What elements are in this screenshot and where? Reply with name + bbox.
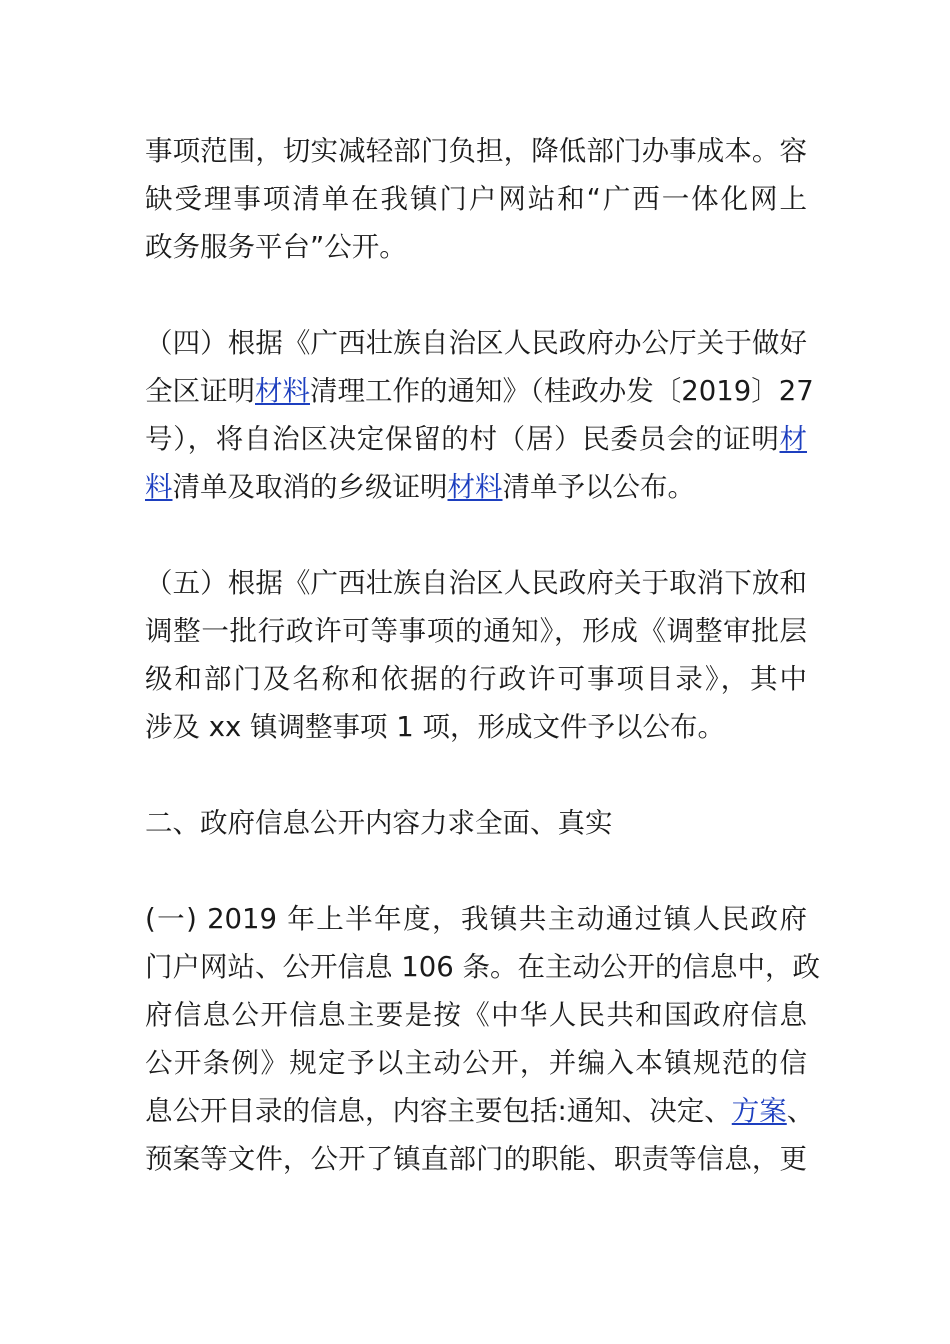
paragraph-gap [145, 271, 807, 319]
paragraph [145, 559, 807, 751]
text-run: 预案等文件，公开了镇直部门的职能、职责等信息，更 [145, 1143, 807, 1175]
text-line [145, 223, 807, 271]
paragraph-gap [145, 751, 807, 799]
text-line [145, 127, 807, 175]
text-line [145, 1039, 807, 1087]
text-run: 事项范围，切实减轻部门负担，降低部门办事成本。容 [145, 135, 807, 167]
text-run: 清单及取消的乡级证明 [172, 471, 448, 503]
text-run: 息公开目录的信息，内容主要包括:通知、决定、 [145, 1095, 732, 1127]
text-line [145, 703, 807, 751]
text-line [145, 607, 807, 655]
text-run: 级和部门及名称和依据的行政许可事项目录》，其中 [145, 663, 807, 695]
text-run: 门户网站、公开信息 106 条。在主动公开的信息中，政 [145, 951, 820, 983]
text-run: 公开条例》规定予以主动公开，并编入本镇规范的信 [145, 1047, 807, 1079]
text-run: 调整一批行政许可等事项的通知》，形成《调整审批层 [145, 615, 807, 647]
keyword-link[interactable]: 材料 [447, 471, 503, 503]
text-run: 府信息公开信息主要是按《中华人民共和国政府信息 [145, 999, 807, 1031]
text-run: 涉及 xx 镇调整事项 1 项，形成文件予以公布。 [145, 711, 726, 743]
text-run: 清单予以公布。 [502, 471, 695, 503]
keyword-link[interactable]: 方案 [731, 1095, 787, 1127]
text-run: 、 [786, 1095, 815, 1127]
text-line [145, 1087, 815, 1135]
text-line [145, 895, 807, 943]
text-run: 号），将自治区决定保留的村（居）民委员会的证明 [145, 423, 780, 455]
text-line [145, 655, 807, 703]
text-run: (一) 2019 年上半年度，我镇共主动通过镇人民政府 [145, 903, 807, 935]
text-line [145, 559, 807, 607]
text-line [145, 367, 814, 415]
text-run: 缺受理事项清单在我镇门户网站和“广西一体化网上 [145, 183, 807, 215]
text-line [145, 991, 807, 1039]
keyword-link[interactable]: 材 [779, 423, 807, 455]
keyword-link[interactable]: 料 [145, 471, 173, 503]
text-line [145, 319, 807, 367]
text-run: （五）根据《广西壮族自治区人民政府关于取消下放和 [145, 567, 807, 599]
paragraph [145, 127, 807, 271]
text-line [145, 799, 807, 847]
paragraph [145, 319, 814, 511]
keyword-link[interactable]: 材料 [255, 375, 310, 407]
text-line [145, 175, 807, 223]
text-line [145, 1135, 807, 1183]
text-line [145, 463, 807, 511]
paragraph [145, 895, 820, 1183]
section-heading [145, 799, 807, 847]
text-run: 全区证明 [145, 375, 255, 407]
paragraph-gap [145, 511, 807, 559]
text-line [145, 943, 820, 991]
text-run: （四）根据《广西壮族自治区人民政府办公厅关于做好 [145, 327, 807, 359]
paragraph-gap [145, 847, 807, 895]
text-run: 二、政府信息公开内容力求全面、真实 [145, 807, 613, 839]
text-run: 清理工作的通知》（桂政办发〔2019〕27 [310, 375, 814, 407]
text-line [145, 415, 807, 463]
document-page [145, 127, 820, 1183]
text-run: 政务服务平台”公开。 [145, 231, 407, 263]
